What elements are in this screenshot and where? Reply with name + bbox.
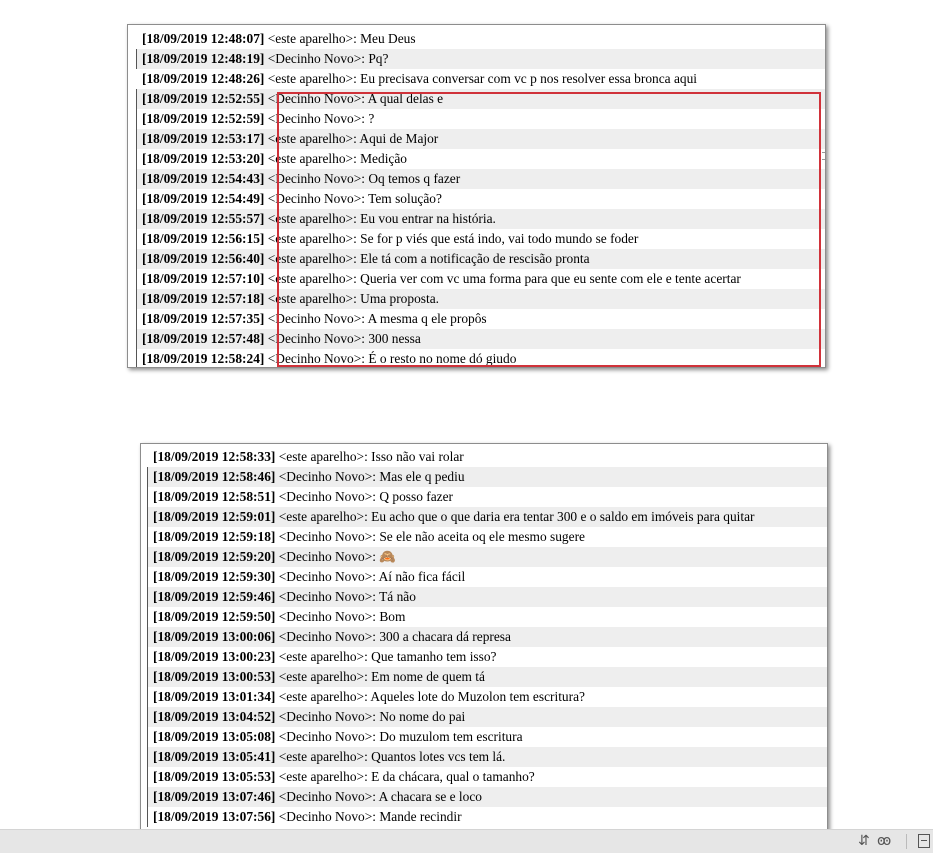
message-timestamp: [18/09/2019 12:59:46] xyxy=(153,589,276,604)
message-timestamp: [18/09/2019 13:00:06] xyxy=(153,629,276,644)
message-text: <este aparelho>: Eu vou entrar na história. xyxy=(264,211,496,226)
status-bar xyxy=(0,829,933,853)
message-text: <Decinho Novo>: Bom xyxy=(275,609,406,624)
message-text: <Decinho Novo>: Se ele não aceita oq ele mesmo sugere xyxy=(275,529,585,544)
chat-message-row xyxy=(136,49,825,69)
scroll-marker xyxy=(822,152,826,160)
message-timestamp: [18/09/2019 12:56:40] xyxy=(142,251,265,266)
eye-icon[interactable]: ꙭ xyxy=(877,833,892,849)
message-text: <este aparelho>: Aqueles lote do Muzolon tem escritura? xyxy=(275,689,585,704)
message-timestamp: [18/09/2019 13:07:46] xyxy=(153,789,276,804)
chat-message-row xyxy=(136,149,825,169)
chat-message-row xyxy=(147,687,827,707)
message-timestamp: [18/09/2019 12:53:20] xyxy=(142,151,265,166)
message-text: <este aparelho>: Isso não vai rolar xyxy=(275,449,464,464)
chat-message-row xyxy=(136,69,825,89)
chat-message-row xyxy=(147,807,827,827)
message-text: <Decinho Novo>: Do muzulom tem escritura xyxy=(275,729,523,744)
message-timestamp: [18/09/2019 13:05:08] xyxy=(153,729,276,744)
message-timestamp: [18/09/2019 12:57:18] xyxy=(142,291,265,306)
message-text: <Decinho Novo>: 300 a chacara dá represa xyxy=(275,629,511,644)
message-list-top xyxy=(136,29,825,368)
chat-message-row xyxy=(147,727,827,747)
message-text: <Decinho Novo>: É o resto no nome dó giudo xyxy=(264,351,517,366)
message-text: <Decinho Novo>: 300 nessa xyxy=(264,331,421,346)
message-text: <Decinho Novo>: A mesma q ele propôs xyxy=(264,311,487,326)
message-timestamp: [18/09/2019 13:01:34] xyxy=(153,689,276,704)
chat-message-row xyxy=(136,249,825,269)
chat-message-row xyxy=(147,627,827,647)
chat-message-row xyxy=(136,189,825,209)
chat-message-row xyxy=(147,667,827,687)
message-text: <Decinho Novo>: Tem solução? xyxy=(264,191,442,206)
message-timestamp: [18/09/2019 13:04:52] xyxy=(153,709,276,724)
message-text: <este aparelho>: E da chácara, qual o tamanho? xyxy=(275,769,535,784)
translate-icon[interactable]: ⇵ xyxy=(858,833,870,849)
chat-message-row xyxy=(147,507,827,527)
message-text: <este aparelho>: Ele tá com a notificação de rescisão pronta xyxy=(264,251,590,266)
message-text: <Decinho Novo>: Oq temos q fazer xyxy=(264,171,461,186)
message-timestamp: [18/09/2019 12:58:46] xyxy=(153,469,276,484)
message-text: <Decinho Novo>: Pq? xyxy=(264,51,389,66)
message-timestamp: [18/09/2019 12:52:59] xyxy=(142,111,265,126)
message-text: <Decinho Novo>: No nome do pai xyxy=(275,709,466,724)
chat-message-row xyxy=(147,707,827,727)
message-text: <Decinho Novo>: Aí não fica fácil xyxy=(275,569,466,584)
chat-message-row xyxy=(147,487,827,507)
message-timestamp: [18/09/2019 12:48:07] xyxy=(142,31,265,46)
message-text: <este aparelho>: Aqui de Major xyxy=(264,131,439,146)
message-timestamp: [18/09/2019 12:59:30] xyxy=(153,569,276,584)
message-timestamp: [18/09/2019 12:59:20] xyxy=(153,549,276,564)
message-timestamp: [18/09/2019 13:05:53] xyxy=(153,769,276,784)
message-text: <este aparelho>: Medição xyxy=(264,151,408,166)
chat-message-row xyxy=(147,747,827,767)
message-text: <este aparelho>: Uma proposta. xyxy=(264,291,439,306)
message-timestamp: [18/09/2019 12:56:15] xyxy=(142,231,265,246)
chat-message-row xyxy=(136,289,825,309)
message-text: <este aparelho>: Quantos lotes vcs tem lá. xyxy=(275,749,506,764)
message-timestamp: [18/09/2019 12:57:10] xyxy=(142,271,265,286)
chat-message-row xyxy=(136,269,825,289)
message-timestamp: [18/09/2019 12:53:17] xyxy=(142,131,265,146)
chat-message-row xyxy=(147,607,827,627)
message-timestamp: [18/09/2019 12:52:55] xyxy=(142,91,265,106)
chat-message-row xyxy=(136,89,825,109)
message-timestamp: [18/09/2019 12:54:43] xyxy=(142,171,265,186)
message-timestamp: [18/09/2019 13:00:53] xyxy=(153,669,276,684)
chat-message-row xyxy=(147,467,827,487)
layout-icon[interactable] xyxy=(918,834,930,848)
message-text: <este aparelho>: Eu acho que o que daria era tentar 300 e o saldo em imóveis para quitar xyxy=(275,509,755,524)
message-text: <Decinho Novo>: 🙈 xyxy=(275,549,397,564)
message-list-bottom xyxy=(147,447,827,827)
chat-message-row xyxy=(136,169,825,189)
chat-message-row xyxy=(136,29,825,49)
chat-message-row xyxy=(147,787,827,807)
message-text: <Decinho Novo>: Mas ele q pediu xyxy=(275,469,465,484)
chat-message-row xyxy=(136,309,825,329)
message-timestamp: [18/09/2019 12:48:19] xyxy=(142,51,265,66)
message-text: <este aparelho>: Queria ver com vc uma forma para que eu sente com ele e tente acertar xyxy=(264,271,741,286)
message-text: <este aparelho>: Em nome de quem tá xyxy=(275,669,485,684)
message-text: <Decinho Novo>: A qual delas e xyxy=(264,91,444,106)
message-timestamp: [18/09/2019 12:57:48] xyxy=(142,331,265,346)
message-timestamp: [18/09/2019 12:59:01] xyxy=(153,509,276,524)
chat-message-row xyxy=(136,229,825,249)
message-text: <este aparelho>: Eu precisava conversar com vc p nos resolver essa bronca aqui xyxy=(264,71,698,86)
message-text: <Decinho Novo>: Q posso fazer xyxy=(275,489,453,504)
chat-message-row xyxy=(147,567,827,587)
message-text: <Decinho Novo>: Tá não xyxy=(275,589,416,604)
message-timestamp: [18/09/2019 12:58:51] xyxy=(153,489,276,504)
message-timestamp: [18/09/2019 12:57:35] xyxy=(142,311,265,326)
message-timestamp: [18/09/2019 12:55:57] xyxy=(142,211,265,226)
chat-message-row xyxy=(147,587,827,607)
chat-message-row xyxy=(136,109,825,129)
message-text: <Decinho Novo>: ? xyxy=(264,111,375,126)
chat-screenshot-panel-top xyxy=(127,24,826,368)
chat-message-row xyxy=(147,647,827,667)
message-timestamp: [18/09/2019 12:54:49] xyxy=(142,191,265,206)
message-timestamp: [18/09/2019 13:05:41] xyxy=(153,749,276,764)
chat-message-row xyxy=(147,547,827,567)
message-text: <este aparelho>: Que tamanho tem isso? xyxy=(275,649,497,664)
chat-message-row xyxy=(136,329,825,349)
chat-message-row xyxy=(147,767,827,787)
message-timestamp: [18/09/2019 12:59:50] xyxy=(153,609,276,624)
message-timestamp: [18/09/2019 12:59:18] xyxy=(153,529,276,544)
message-text: <Decinho Novo>: Mande recindir xyxy=(275,809,462,824)
chat-message-row xyxy=(136,129,825,149)
status-divider xyxy=(906,834,907,849)
message-text: <este aparelho>: Se for p viés que está indo, vai todo mundo se foder xyxy=(264,231,639,246)
message-timestamp: [18/09/2019 12:48:26] xyxy=(142,71,265,86)
message-timestamp: [18/09/2019 13:07:56] xyxy=(153,809,276,824)
chat-message-row xyxy=(147,527,827,547)
message-timestamp: [18/09/2019 12:58:33] xyxy=(153,449,276,464)
message-text: <este aparelho>: Meu Deus xyxy=(264,31,416,46)
message-text: <Decinho Novo>: A chacara se e loco xyxy=(275,789,482,804)
message-timestamp: [18/09/2019 13:00:23] xyxy=(153,649,276,664)
chat-message-row xyxy=(136,349,825,368)
chat-message-row xyxy=(147,447,827,467)
chat-message-row xyxy=(136,209,825,229)
chat-screenshot-panel-bottom xyxy=(140,443,828,835)
message-timestamp: [18/09/2019 12:58:24] xyxy=(142,351,265,366)
